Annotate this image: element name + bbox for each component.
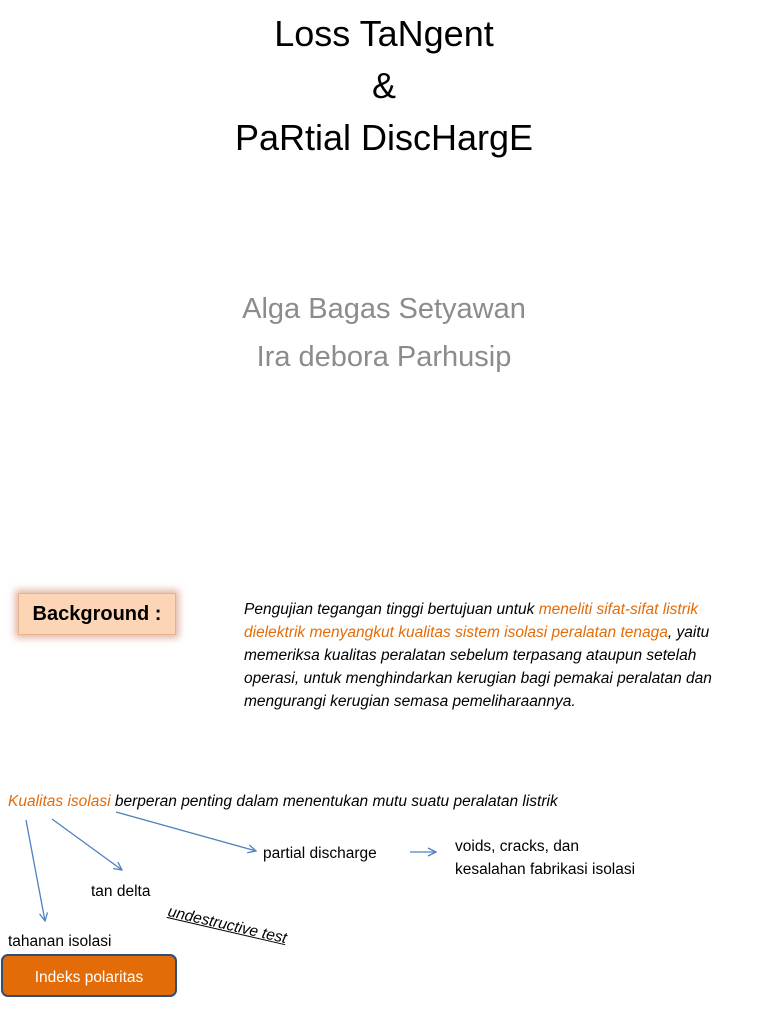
authors bbox=[0, 285, 768, 381]
node-tan-delta: tan delta bbox=[91, 883, 151, 900]
indeks-polaritas-box bbox=[1, 954, 177, 997]
title-line-2: & bbox=[371, 65, 396, 106]
author-2: Ira debora Parhusip bbox=[256, 341, 512, 373]
title-line-3: PaRtial DiscHargE bbox=[234, 117, 534, 158]
node-voids-line-1: voids, cracks, dan bbox=[455, 838, 580, 855]
paragraph-rest: , yaitu memeriksa kualitas peralatan sebelum terpasang ataupun setelah operasi, untuk menghindarkan kerugian bagi pemakai peralatan dan mengurangi kerugian semasa pemeliharaannya. bbox=[244, 624, 712, 710]
arrow-to-tahanan-isolasi bbox=[26, 820, 45, 921]
undestructive-test-label: undestructive test bbox=[166, 903, 289, 948]
arrow-to-partial-discharge bbox=[116, 812, 256, 851]
author-1: Alga Bagas Setyawan bbox=[242, 293, 526, 325]
paragraph-highlight: meneliti sifat-sifat listrik dielektrik menyangkut kualitas sistem isolasi peralatan tenaga bbox=[244, 601, 699, 641]
title-line-1: Loss TaNgent bbox=[274, 13, 494, 54]
node-partial-discharge: partial discharge bbox=[263, 845, 377, 862]
lead-rest: berperan penting dalam menentukan mutu suatu peralatan listrik bbox=[110, 793, 558, 810]
indeks-polaritas-label: Indeks polaritas bbox=[34, 969, 144, 986]
lead-highlight: Kualitas isolasi bbox=[8, 793, 111, 810]
background-label-box bbox=[18, 593, 176, 635]
paragraph-intro: Pengujian tegangan tinggi bertujuan untuk bbox=[244, 601, 539, 618]
node-voids-line-2: kesalahan fabrikasi isolasi bbox=[455, 861, 636, 878]
diagram-lead-sentence bbox=[8, 791, 758, 813]
background-paragraph bbox=[244, 598, 744, 713]
arrow-to-tan-delta bbox=[52, 819, 122, 870]
background-label: Background : bbox=[32, 603, 162, 625]
slide-title bbox=[0, 8, 768, 164]
node-tahanan-isolasi: tahanan isolasi bbox=[8, 933, 112, 950]
